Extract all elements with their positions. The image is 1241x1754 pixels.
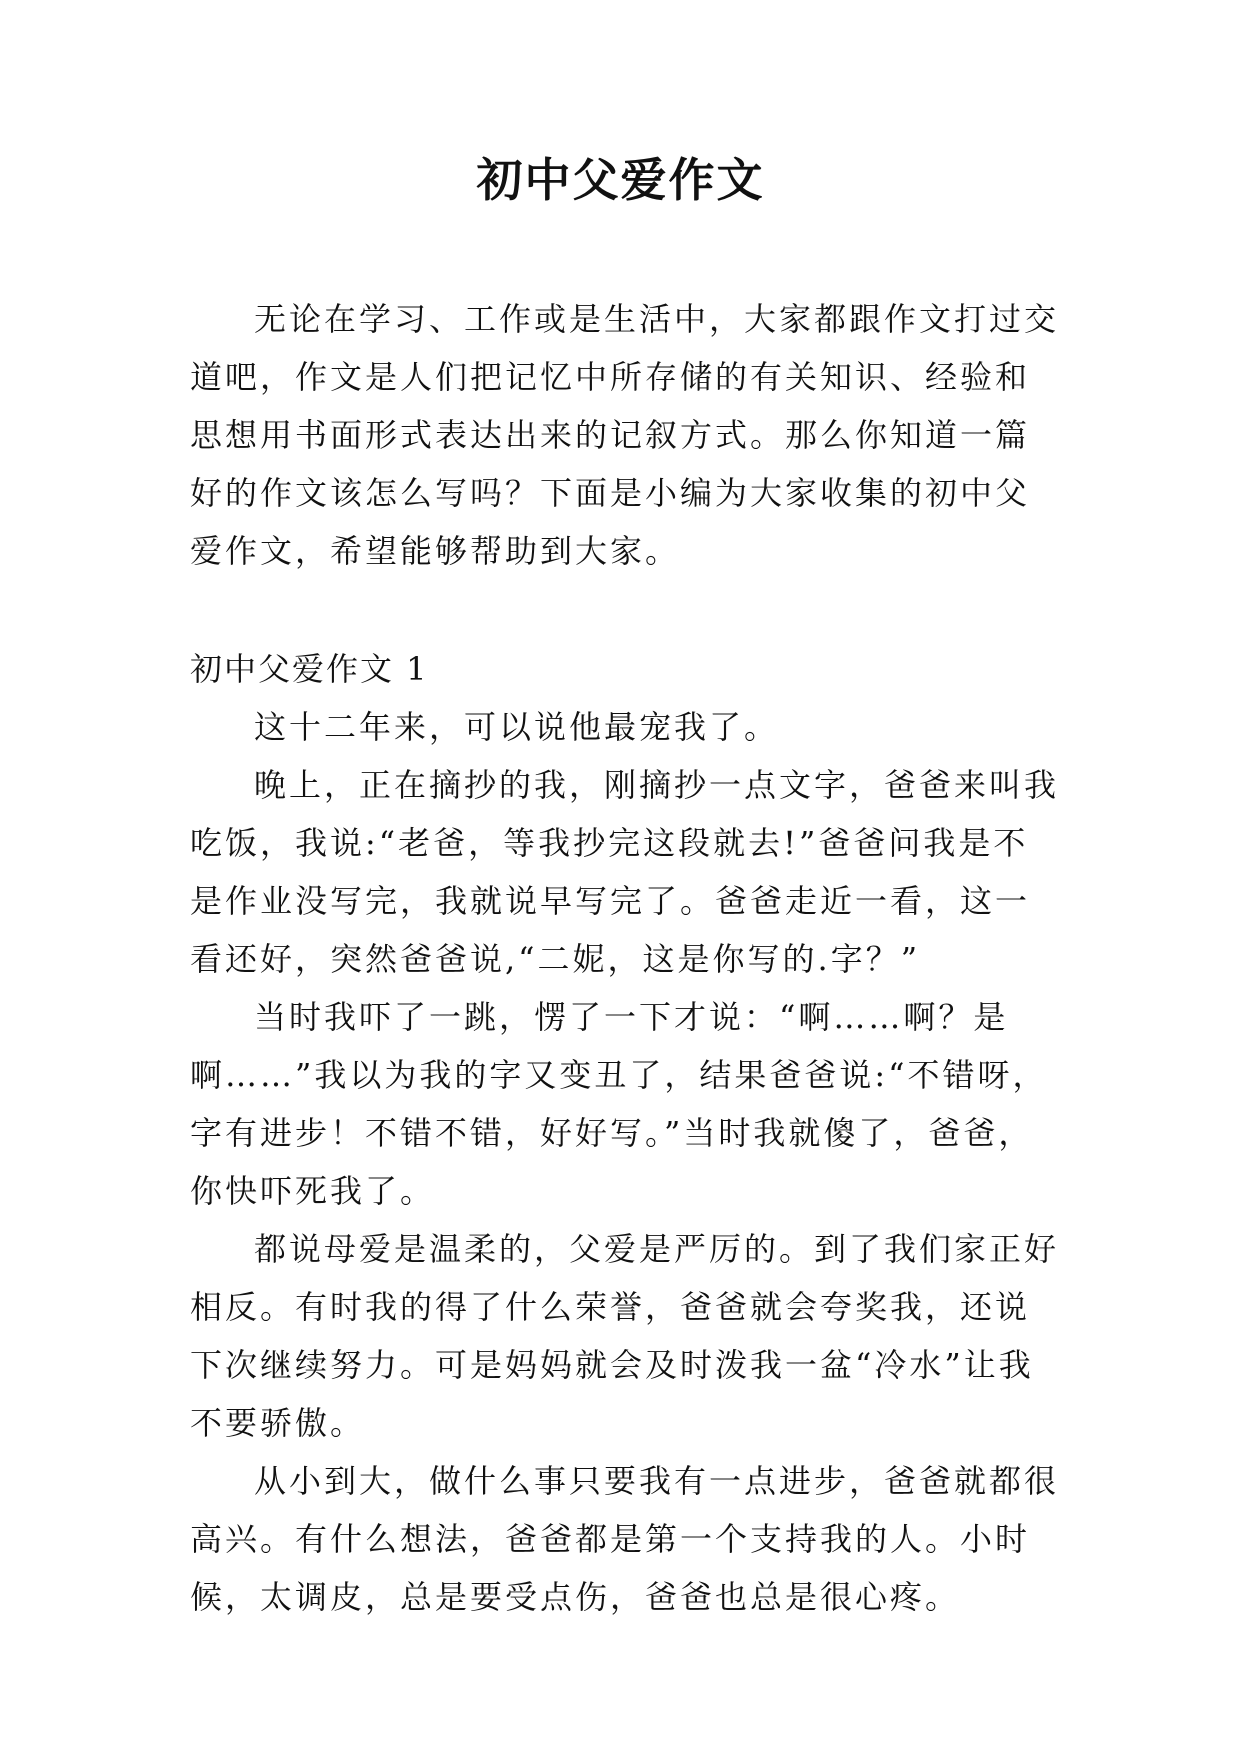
section-heading: 初中父爱作文 1 [190, 650, 429, 688]
body-paragraph: 当时我吓了一跳，愣了一下才说：“啊……啊？是啊……”我以为我的字又变丑了，结果爸爸说:“不错呀，字有进步！不错不错，好好写。”当时我就傻了，爸爸，你快吓死我了。 [190, 998, 1048, 1210]
page-title: 初中父爱作文 [476, 153, 765, 207]
body-paragraph: 都说母爱是温柔的，父爱是严厉的。到了我们家正好相反。有时我的得了什么荣誉，爸爸就会夸奖我，还说下次继续努力。可是妈妈就会及时泼我一盆“冷水”让我不要骄傲。 [190, 1230, 1060, 1442]
body-paragraph: 这十二年来，可以说他最宠我了。 [254, 708, 780, 746]
intro-paragraph: 无论在学习、工作或是生活中，大家都跟作文打过交道吧，作文是人们把记忆中所存储的有关知识、经验和思想用书面形式表达出来的记叙方式。那么你知道一篇好的作文该怎么写吗？下面是小编为大家收集的初中父爱作文，希望能够帮助到大家。 [190, 300, 1060, 570]
body-paragraph: 从小到大，做什么事只要我有一点进步，爸爸就都很高兴。有什么想法，爸爸都是第一个支持我的人。小时候，太调皮，总是要受点伤，爸爸也总是很心疼。 [190, 1462, 1060, 1616]
document-body [190, 290, 1060, 1626]
body-paragraph: 晚上，正在摘抄的我，刚摘抄一点文字，爸爸来叫我吃饭，我说:“老爸，等我抄完这段就去!”爸爸问我是不是作业没写完，我就说早写完了。爸爸走近一看，这一看还好，突然爸爸说,“二妮，这是你写的.字？” [190, 766, 1060, 978]
